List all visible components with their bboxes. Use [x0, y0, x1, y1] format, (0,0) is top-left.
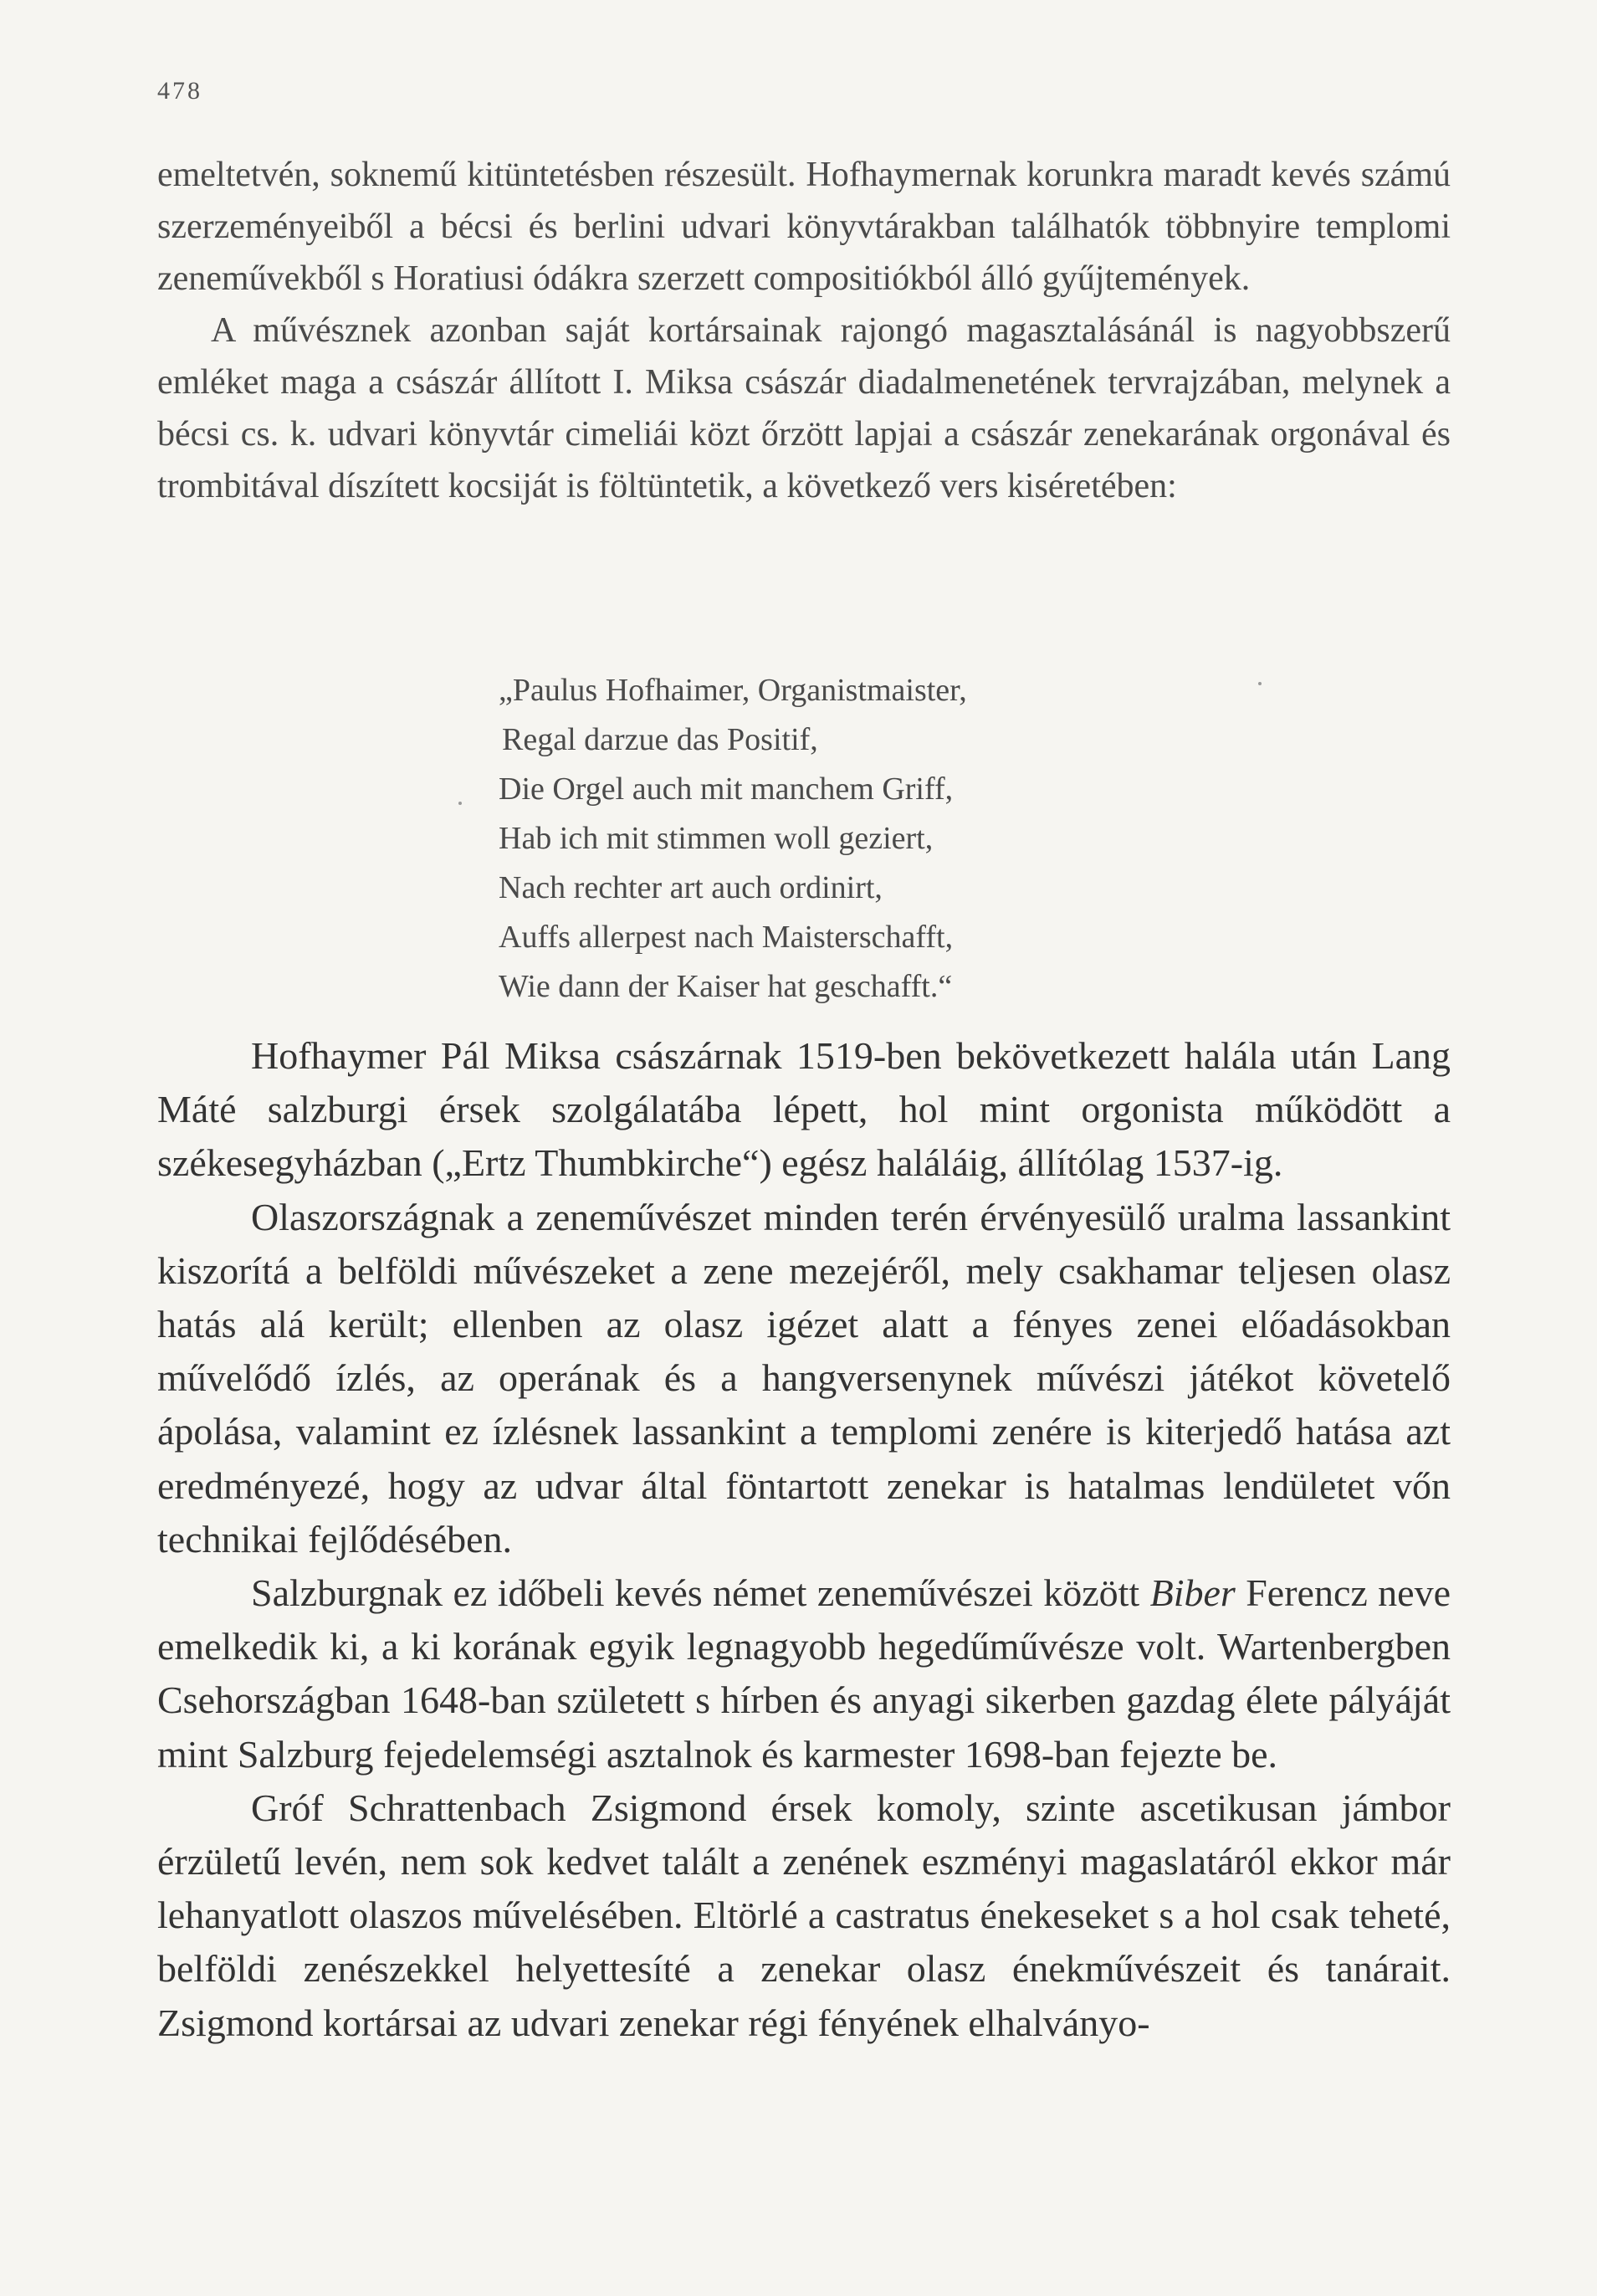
print-speck — [1258, 682, 1262, 685]
body-paragraph: Olaszországnak a zeneművészet minden terén érvényesülő uralma lassankint kiszorítá a belföldi művészeket a zene mezejéről, mely csakhamar teljesen olasz hatás alá került; ellenben az olasz igézet alatt a fényes zenei előadásokban művelődő ízlés, az operának és a hangversenynek művészi játékot követelő ápolása, valamint ez ízlésnek lassankint a templomi zenére is kiterjedő hatása azt eredményezé, hogy az udvar által föntartott zenekar is hatalmas lendületet vőn technikai fejlődésében. — [157, 1195, 1451, 1561]
body-text: Ferencz neve emelkedik ki, a ki korának egyik legnagyobb hegedűművésze volt. Wartenbergben Csehországban 1648-ban született s hírben és anyagi sikerben gazdag élete pályáját mint Salzburg fejedelemségi asztalnok és karmester 1698-ban fejezte be. — [157, 1571, 1451, 1776]
body-section — [157, 1029, 1451, 2050]
person-name: Biber — [1149, 1571, 1236, 1615]
verse-line: „Paulus Hofhaimer, Organistmaister, — [499, 673, 967, 708]
body-paragraph: Gróf Schrattenbach Zsigmond érsek komoly, szinte ascetikusan jámbor érzületű levén, nem sok kedvet talált a zenének eszményi magaslatáról ekkor már lehanyatlott olaszos művelésében. Eltörlé a castratus énekeseket s a hol csak teheté, belföldi zenészekkel helyettesíté a zenekar olasz énekművészeit és tanárait. Zsigmond kortársai az udvari zenekar régi fényének elhalványo- — [157, 1786, 1451, 2044]
body-text: Salzburgnak ez időbeli kevés német zeneművészei között — [251, 1571, 1140, 1615]
body-paragraph: Hofhaymer Pál Miksa császárnak 1519-ben bekövetkezett halála után Lang Máté salzburgi érsek szolgálatába lépett, hol mint orgonista működött a székesegyházban („Ertz Thumbkirche“) egész haláláig, állítólag 1537-ig. — [157, 1034, 1451, 1185]
print-speck — [458, 802, 462, 805]
verse-line: Nach rechter art auch ordinirt, — [499, 870, 883, 905]
verse-quote — [499, 666, 967, 1012]
intro-section — [157, 149, 1451, 512]
verse-line: Regal darzue das Positif, — [502, 722, 818, 757]
verse-line: Auffs allerpest nach Maisterschafft, — [499, 920, 954, 955]
intro-paragraph: emeltetvén, soknemű kitüntetésben részesült. Hofhaymernak korunkra maradt kevés számú szerzeményeiből a bécsi és berlini udvari könyvtárakban találhatók többnyire templomi zeneművekből s Horatiusi ódákra szerzett compositiókból álló gyűjtemények. — [157, 156, 1451, 298]
verse-line: Wie dann der Kaiser hat geschafft.“ — [499, 969, 953, 1004]
verse-line: Hab ich mit stimmen woll geziert, — [499, 821, 934, 856]
intro-paragraph: A művésznek azonban saját kortársainak rajongó magasztalásánál is nagyobbszerű emléket maga a császár állított I. Miksa császár diadalmenetének tervrajzában, melynek a bécsi cs. k. udvari könyvtár cimeliái közt őrzött lapjai a császár zenekarának orgonával és trombitával díszített kocsiját is föltüntetik, a következő vers kiséretében: — [157, 311, 1451, 505]
body-paragraph — [157, 1566, 1451, 1781]
page-number: 478 — [157, 77, 202, 105]
verse-line: Die Orgel auch mit manchem Griff, — [499, 771, 954, 807]
